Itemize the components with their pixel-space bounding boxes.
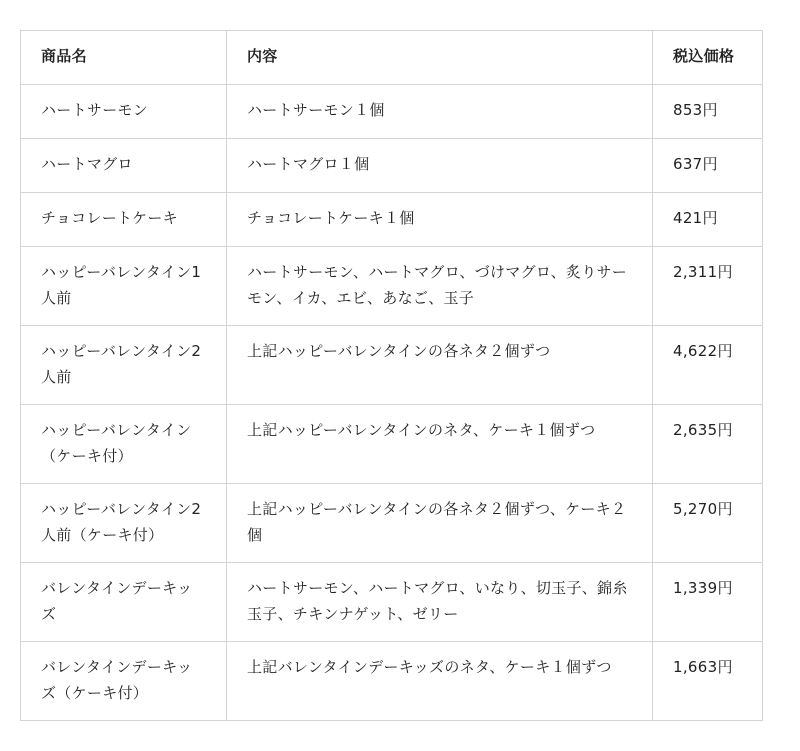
product-price-cell: 637円 <box>653 139 763 193</box>
table-row <box>21 247 763 326</box>
product-content-cell: 上記ハッピーバレンタインのネタ、ケーキ１個ずつ <box>227 405 653 484</box>
table-row <box>21 563 763 642</box>
product-name-cell: ハッピーバレンタイン1人前 <box>21 247 227 326</box>
table-row <box>21 326 763 405</box>
product-price-cell: 1,339円 <box>653 563 763 642</box>
product-name-cell: バレンタインデーキッズ（ケーキ付） <box>21 642 227 721</box>
product-price-cell: 1,663円 <box>653 642 763 721</box>
product-content-cell: チョコレートケーキ１個 <box>227 193 653 247</box>
product-content-cell: ハートサーモン、ハートマグロ、いなり、切玉子、錦糸玉子、チキンナゲット、ゼリー <box>227 563 653 642</box>
table-row <box>21 193 763 247</box>
table-row <box>21 642 763 721</box>
product-name-cell: ハッピーバレンタイン2人前 <box>21 326 227 405</box>
product-name-cell: ハートサーモン <box>21 85 227 139</box>
table-row <box>21 139 763 193</box>
product-name-cell: ハートマグロ <box>21 139 227 193</box>
product-content-cell: 上記バレンタインデーキッズのネタ、ケーキ１個ずつ <box>227 642 653 721</box>
product-content-cell: 上記ハッピーバレンタインの各ネタ２個ずつ <box>227 326 653 405</box>
table-row <box>21 85 763 139</box>
header-contents: 内容 <box>227 31 653 85</box>
table-row <box>21 484 763 563</box>
product-price-cell: 4,622円 <box>653 326 763 405</box>
header-price-incl-tax: 税込価格 <box>653 31 763 85</box>
product-price-cell: 5,270円 <box>653 484 763 563</box>
product-content-cell: 上記ハッピーバレンタインの各ネタ２個ずつ、ケーキ２個 <box>227 484 653 563</box>
product-price-cell: 421円 <box>653 193 763 247</box>
product-price-cell: 2,635円 <box>653 405 763 484</box>
menu-price-table-container <box>20 30 762 721</box>
product-price-cell: 2,311円 <box>653 247 763 326</box>
product-content-cell: ハートサーモン、ハートマグロ、づけマグロ、炙りサーモン、イカ、エビ、あなご、玉子 <box>227 247 653 326</box>
table-header-row <box>21 31 763 85</box>
product-name-cell: チョコレートケーキ <box>21 193 227 247</box>
menu-price-table <box>20 30 763 721</box>
product-name-cell: ハッピーバレンタイン（ケーキ付） <box>21 405 227 484</box>
product-content-cell: ハートサーモン１個 <box>227 85 653 139</box>
product-price-cell: 853円 <box>653 85 763 139</box>
product-content-cell: ハートマグロ１個 <box>227 139 653 193</box>
table-row <box>21 405 763 484</box>
product-name-cell: バレンタインデーキッズ <box>21 563 227 642</box>
product-name-cell: ハッピーバレンタイン2人前（ケーキ付） <box>21 484 227 563</box>
header-product-name: 商品名 <box>21 31 227 85</box>
